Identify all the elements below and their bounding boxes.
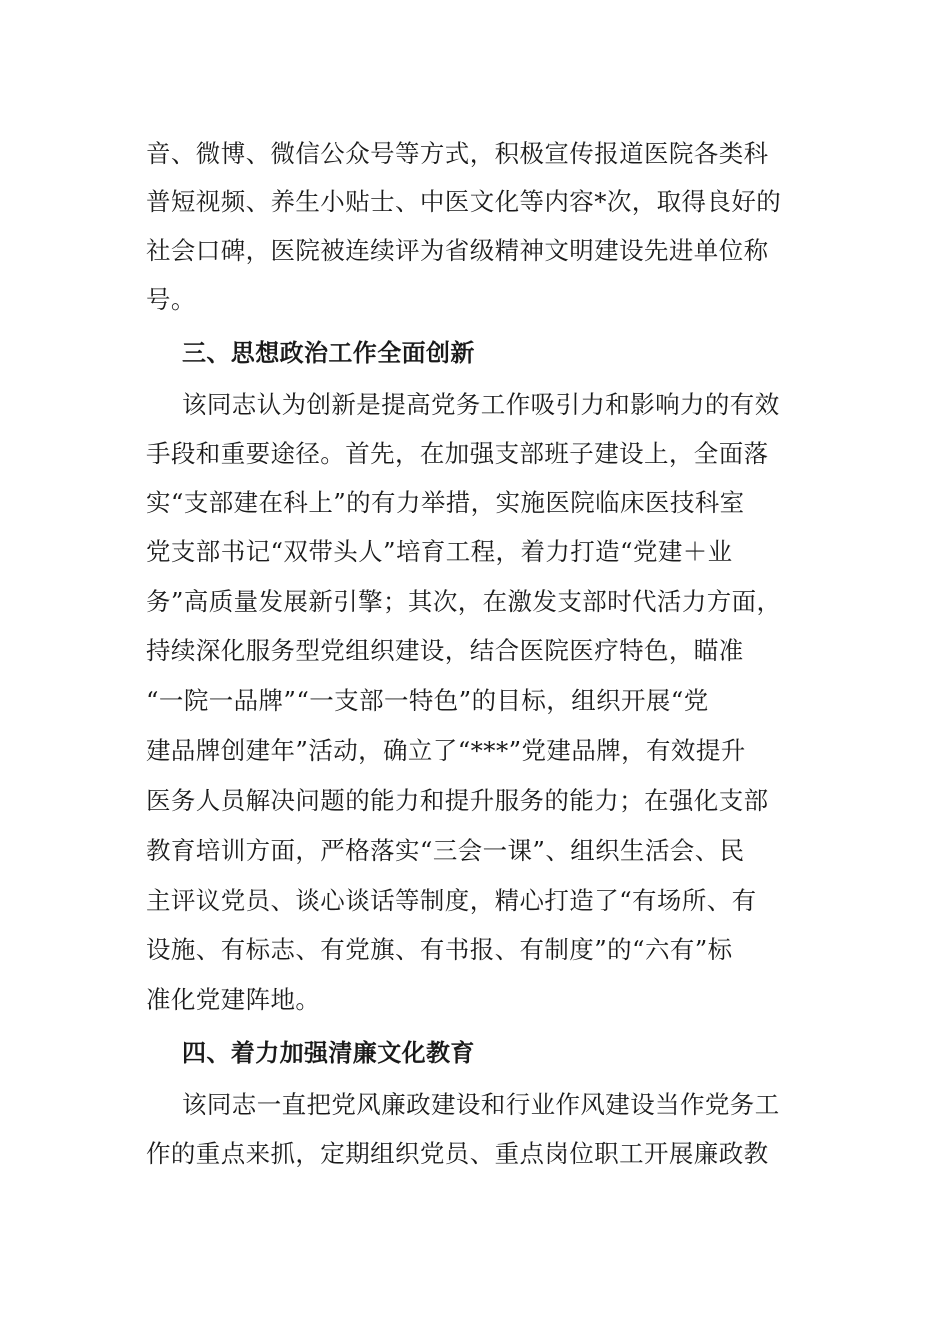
paragraph-line: 普短视频、养生小贴士、中医文化等内容*次，取得良好的 bbox=[146, 187, 782, 216]
paragraph-line: 主评议党员、谈心谈话等制度，精心打造了“有场所、有 bbox=[146, 886, 757, 915]
paragraph-line: 音、微博、微信公众号等方式，积极宣传报道医院各类科 bbox=[146, 139, 769, 168]
paragraph-line: 该同志一直把党风廉政建设和行业作风建设当作党务工 bbox=[182, 1090, 780, 1119]
paragraph-line: 实“支部建在科上”的有力举措，实施医院临床医技科室 bbox=[146, 488, 745, 517]
paragraph-line: 手段和重要途径。首先，在加强支部班子建设上，全面落 bbox=[146, 439, 769, 468]
paragraph-line: 作的重点来抓，定期组织党员、重点岗位职工开展廉政教 bbox=[146, 1139, 769, 1168]
paragraph-line: 社会口碑，医院被连续评为省级精神文明建设先进单位称 bbox=[146, 236, 769, 265]
paragraph-line: 教育培训方面，严格落实“三会一课”、组织生活会、民 bbox=[146, 836, 745, 865]
paragraph-line: 号。 bbox=[146, 285, 196, 314]
paragraph-line: 建品牌创建年”活动，确立了“***”党建品牌，有效提升 bbox=[146, 736, 746, 765]
section-heading-4: 四、着力加强清廉文化教育 bbox=[182, 1039, 475, 1067]
paragraph-line: 医务人员解决问题的能力和提升服务的能力；在强化支部 bbox=[146, 786, 769, 815]
paragraph-line: 持续深化服务型党组织建设，结合医院医疗特色，瞄准 bbox=[146, 636, 744, 665]
paragraph-line: 该同志认为创新是提高党务工作吸引力和影响力的有效 bbox=[182, 390, 780, 419]
paragraph-line: “一院一品牌”“一支部一特色”的目标，组织开展“党 bbox=[146, 686, 709, 715]
paragraph-line: 准化党建阵地。 bbox=[146, 985, 321, 1014]
paragraph-line: 务”高质量发展新引擎；其次，在激发支部时代活力方面， bbox=[146, 587, 782, 616]
paragraph-line: 党支部书记“双带头人”培育工程，着力打造“党建＋业 bbox=[146, 537, 733, 566]
paragraph-line: 设施、有标志、有党旗、有书报、有制度”的“六有”标 bbox=[146, 935, 733, 964]
section-heading-3: 三、思想政治工作全面创新 bbox=[182, 339, 475, 367]
